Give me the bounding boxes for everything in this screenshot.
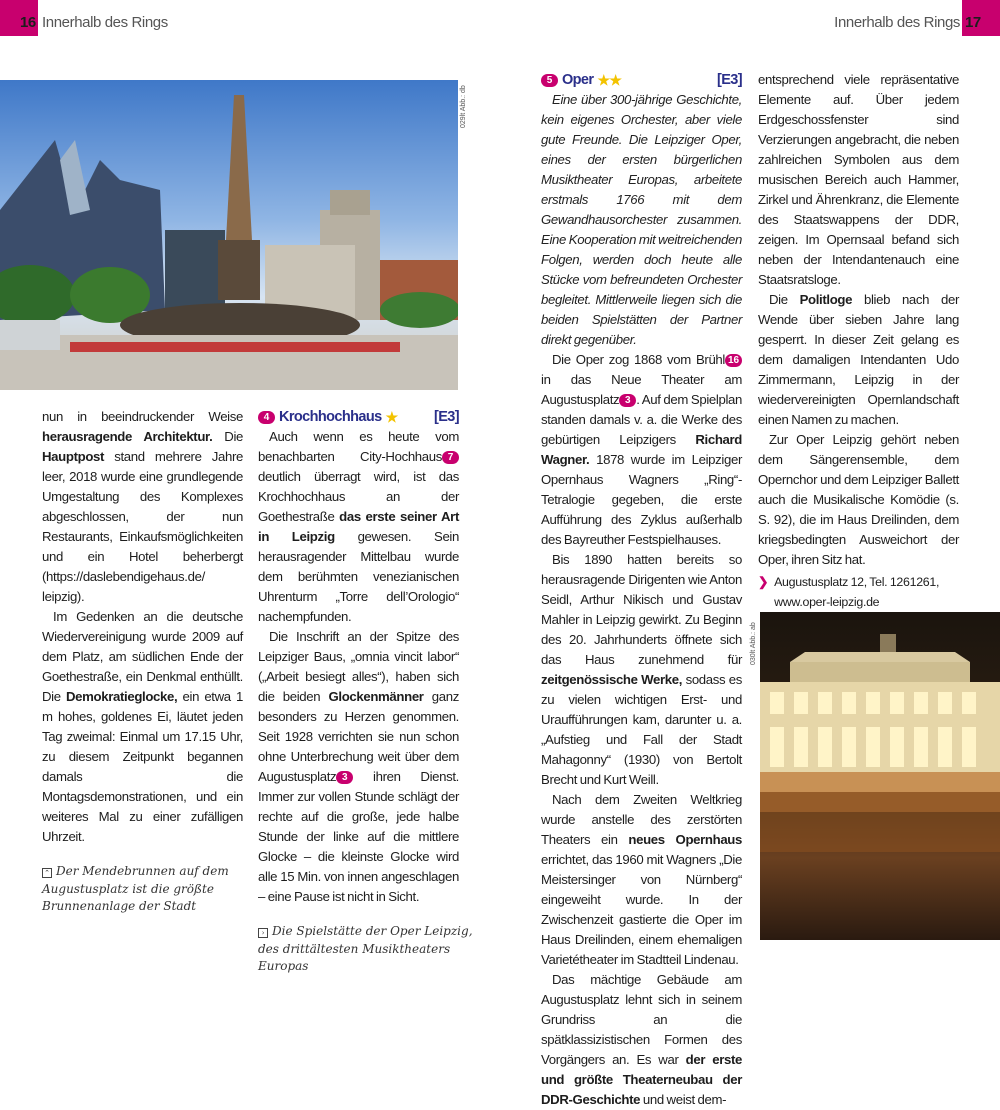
page-number-right: 17 bbox=[965, 14, 981, 31]
sight-title: Krochhochhaus bbox=[279, 409, 382, 425]
bold-text: Richard Wagner. bbox=[541, 432, 742, 467]
paragraph bbox=[541, 790, 742, 970]
photo-mendebrunnen bbox=[0, 80, 458, 390]
sight-heading bbox=[258, 407, 459, 427]
running-title-left: Innerhalb des Rings bbox=[42, 14, 168, 31]
cross-reference-badge[interactable]: 3 bbox=[619, 394, 636, 407]
sight-number-badge: 4 bbox=[258, 411, 275, 424]
text-run: ein etwa 1 m hohes, goldenes Ei, läutet jeden Tag zweimal: Einmal um 17.15 Uhr, zu diesem Zeitpunkt begannen damals die Montagsdemonstrationen, und ein weiteres Mal zu einer zufälligen Uhrzeit. bbox=[42, 689, 244, 844]
sight-title: Oper bbox=[562, 72, 594, 88]
cross-reference-badge[interactable]: 3 bbox=[336, 771, 353, 784]
paragraph bbox=[541, 970, 742, 1110]
photo-oper-leipzig-box bbox=[750, 612, 1000, 940]
address-lines bbox=[774, 572, 939, 612]
text-column-1 bbox=[42, 407, 243, 847]
paragraph bbox=[758, 70, 959, 290]
paragraph bbox=[541, 350, 742, 550]
text-run: Auch wenn es heute vom benachbarten City-Hochhaus bbox=[258, 429, 459, 464]
map-grid-reference: [E3] bbox=[717, 72, 742, 88]
rating-star-icon: ★★ bbox=[597, 72, 622, 88]
address-line: www.oper-leipzig.de bbox=[774, 595, 880, 609]
rating-star-icon: ★ bbox=[385, 409, 398, 425]
column-1-wrapper bbox=[42, 407, 244, 913]
photo-credit-1: 029lt Abb.: db bbox=[460, 85, 467, 128]
text-column-2 bbox=[258, 407, 459, 907]
paragraph bbox=[758, 430, 959, 570]
text-run: Die bbox=[769, 292, 800, 307]
bold-text: der erste und größte Theaterneubau der DDR-Geschichte bbox=[541, 1052, 742, 1107]
text-run: nun in beeindruckender Weise bbox=[42, 409, 243, 424]
text-run: blieb nach der Wende über sieben Jahre lang gesperrt. In dieser Zeit gelang es dem damaligen Intendanten Udo Zimmermann, Leipzig in der wiedervereinigten Opernlandschaft einen Namen zu machen. bbox=[758, 292, 959, 427]
text-run: Die bbox=[212, 429, 244, 444]
caption-photo-2 bbox=[258, 907, 473, 976]
sight-heading-left bbox=[258, 407, 398, 427]
bold-text: herausragende Architektur. bbox=[42, 429, 213, 444]
text-run: stand mehrere Jahre leer, 2018 wurde eine grundlegende Umgestaltung des Komplexes abgeschlossen, der nun Restaurants, Einkaufsmöglichkeiten und ein Hotel beherbergt (https://daslebendigehaus.de/ leipzig). bbox=[42, 449, 243, 604]
sight-heading-left bbox=[541, 70, 621, 90]
arrow-up-icon: ⌃ bbox=[42, 868, 52, 878]
text-run: 1878 wurde im Leipziger Opernhaus Wagners „Ring“-Tetralogie gegeben, die erste Aufführung des Zyklus außerhalb des Bayreuther Festspielhauses. bbox=[541, 452, 742, 547]
text-run: Die Inschrift an der Spitze des Leipziger Baus, „omnia vincit labor“ („Arbeit besiegt alles“), haben sich die beiden bbox=[258, 629, 459, 704]
bold-text: Demokratieglocke, bbox=[65, 689, 178, 704]
text-run: gewesen. Sein herausragender Mittelbau wurde dem berühmten venezianischen Uhrenturm „Torre dell’Orologio“ nachempfunden. bbox=[258, 529, 459, 624]
text-run: Nach dem Zweiten Weltkrieg wurde anstelle des zerstörten Theaters ein bbox=[541, 792, 742, 847]
running-title-right: Innerhalb des Rings bbox=[834, 14, 960, 31]
chevron-right-icon: ❯ bbox=[758, 575, 769, 589]
text-column-4 bbox=[758, 70, 959, 612]
intro-paragraph bbox=[541, 90, 742, 350]
sight-number-badge: 5 bbox=[541, 74, 558, 87]
text-run: . Auf dem Spielplan standen damals v. a. die Werke des gebürtigen Leipzigers bbox=[541, 392, 742, 447]
text-run: Zur Oper Leipzig gehört neben dem Sängerensemble, dem Opernchor und dem Leipziger Ballett auch die Musikalische Komödie (s. S. 92), die im Haus Dreilinden, dem kriegsbedingten Ausweichort der Oper, ihren Sitz hat. bbox=[758, 432, 959, 567]
text-run: errichtet, das 1960 mit Wagners „Die Meistersinger von Nürnberg“ eingeweiht wurde. In der Zwischenzeit gastierte die Oper im Haus Dreilinden, einem ehemaligen Varietétheater im Stadtteil Lindenau. bbox=[541, 852, 742, 967]
text-run: und weist dem- bbox=[640, 1092, 727, 1107]
text-run: Im Gedenken an die deutsche Wiedervereinigung wurde 2009 auf dem Platz, am südlichen Ende der Goethestraße, ein Denkmal enthüllt. Die bbox=[42, 609, 243, 704]
text-run: ganz besonders zu Herzen genommen. Seit 1928 verrichten sie nun schon ohne Unterbrechung weit über dem Augustusplatz bbox=[258, 689, 459, 784]
paragraph bbox=[42, 607, 243, 847]
bold-text: Glockenmänner bbox=[328, 689, 424, 704]
photo-credit-2: 030lt Abb.: ab bbox=[750, 622, 757, 665]
arrow-right-icon: › bbox=[258, 928, 268, 938]
cross-reference-badge[interactable]: 16 bbox=[725, 354, 742, 367]
text-run: Bis 1890 hatten bereits so herausragende Dirigenten wie Anton Seidl, Arthur Nikisch und Gustav Mahler in Leipzig gewirkt. Zu Beginn des 20. Jahrhunderts öffnete sich das Haus zunehmend für bbox=[541, 552, 742, 667]
text-run: deutlich überragt wird, ist das Krochhochhaus an der Goethestraße bbox=[258, 469, 459, 524]
bold-text: zeitgenössische Werke, bbox=[541, 672, 683, 687]
bold-text: Hauptpost bbox=[42, 449, 105, 464]
column-2-wrapper bbox=[258, 407, 473, 973]
text-run: Die Oper zog 1868 vom Brühl bbox=[552, 352, 725, 367]
address-line: Augustusplatz 12, Tel. 1261261, bbox=[774, 575, 940, 589]
caption-text: Der Mendebrunnen auf dem Augustusplatz ist die größte Brunnenanlage der Stadt bbox=[42, 864, 229, 913]
cross-reference-badge[interactable]: 7 bbox=[442, 451, 459, 464]
text-run: Das mächtige Gebäude am Augustusplatz lehnt sich in seinem Grundriss an die spätklassizistischen Formen des Vorgängers an. Es war bbox=[541, 972, 742, 1067]
text-run: entsprechend viele repräsentative Elemente auf. Über jedem Erdgeschossfenster sind Verzierungen angebracht, die neben zahlreichen Symbolen aus dem musischen Bereich auch Hammer, Zirkel und Ährenkranz, die Elemente des Staatswappens der DDR, zeigen. Im Opernsaal befand sich neben der Intendantenauch eine Staatsratsloge. bbox=[758, 72, 959, 287]
map-grid-reference: [E3] bbox=[434, 409, 459, 425]
bold-text: Politloge bbox=[799, 292, 853, 307]
column-4-wrapper bbox=[750, 70, 959, 823]
bold-text: neues Opernhaus bbox=[628, 832, 742, 847]
text-run: in das Neue Theater am Augustusplatz bbox=[541, 372, 742, 407]
paragraph bbox=[758, 290, 959, 430]
text-run: sodass es zu vielen wichtigen Erst- und Uraufführungen kam, darunter u. a. „Aufstieg und Fall der Stadt Mahagonny“ (1930) von Bertolt Brecht und Kurt Weill. bbox=[541, 672, 743, 787]
address-info bbox=[758, 572, 959, 612]
text-run: ihren Dienst. Immer zur vollen Stunde schlägt der rechte auf die große, jede halbe Stunde der linke auf die mittlere Glocke – die kleinste Glocke wird alle 15 Min. von innen angeschlagen – eine Pause ist nicht in Sicht. bbox=[258, 769, 459, 904]
paragraph bbox=[42, 407, 243, 607]
page-number-left: 16 bbox=[20, 14, 36, 31]
text-column-3 bbox=[541, 70, 742, 1110]
photo-oper-leipzig bbox=[760, 612, 1000, 940]
column-3-wrapper bbox=[541, 70, 742, 1110]
sight-heading bbox=[541, 70, 742, 90]
paragraph bbox=[258, 427, 459, 627]
bold-text: das erste seiner Art in Leipzig bbox=[258, 509, 459, 544]
text-run: Eine über 300-jährige Geschichte, kein eigenes Orchester, aber viele gute Freunde. Die Leipziger Oper, eines der ersten bürgerlichen Musiktheater Europas, arbeitete erstmals 1766 mit dem Gewandhausorchester zusammen. Eine Kooperation mit weitreichenden Folgen, werden doch heute alle Stücke vom befreundeten Orchester begleitet. Mittlerweile liegen sich die beiden Spielstätten der Partner direkt gegenüber. bbox=[541, 92, 742, 347]
caption-text: Die Spielstätte der Oper Leipzig, des drittältesten Musiktheaters Europas bbox=[258, 924, 473, 973]
caption-photo-1 bbox=[42, 847, 243, 916]
paragraph bbox=[541, 550, 742, 790]
paragraph bbox=[258, 627, 459, 907]
